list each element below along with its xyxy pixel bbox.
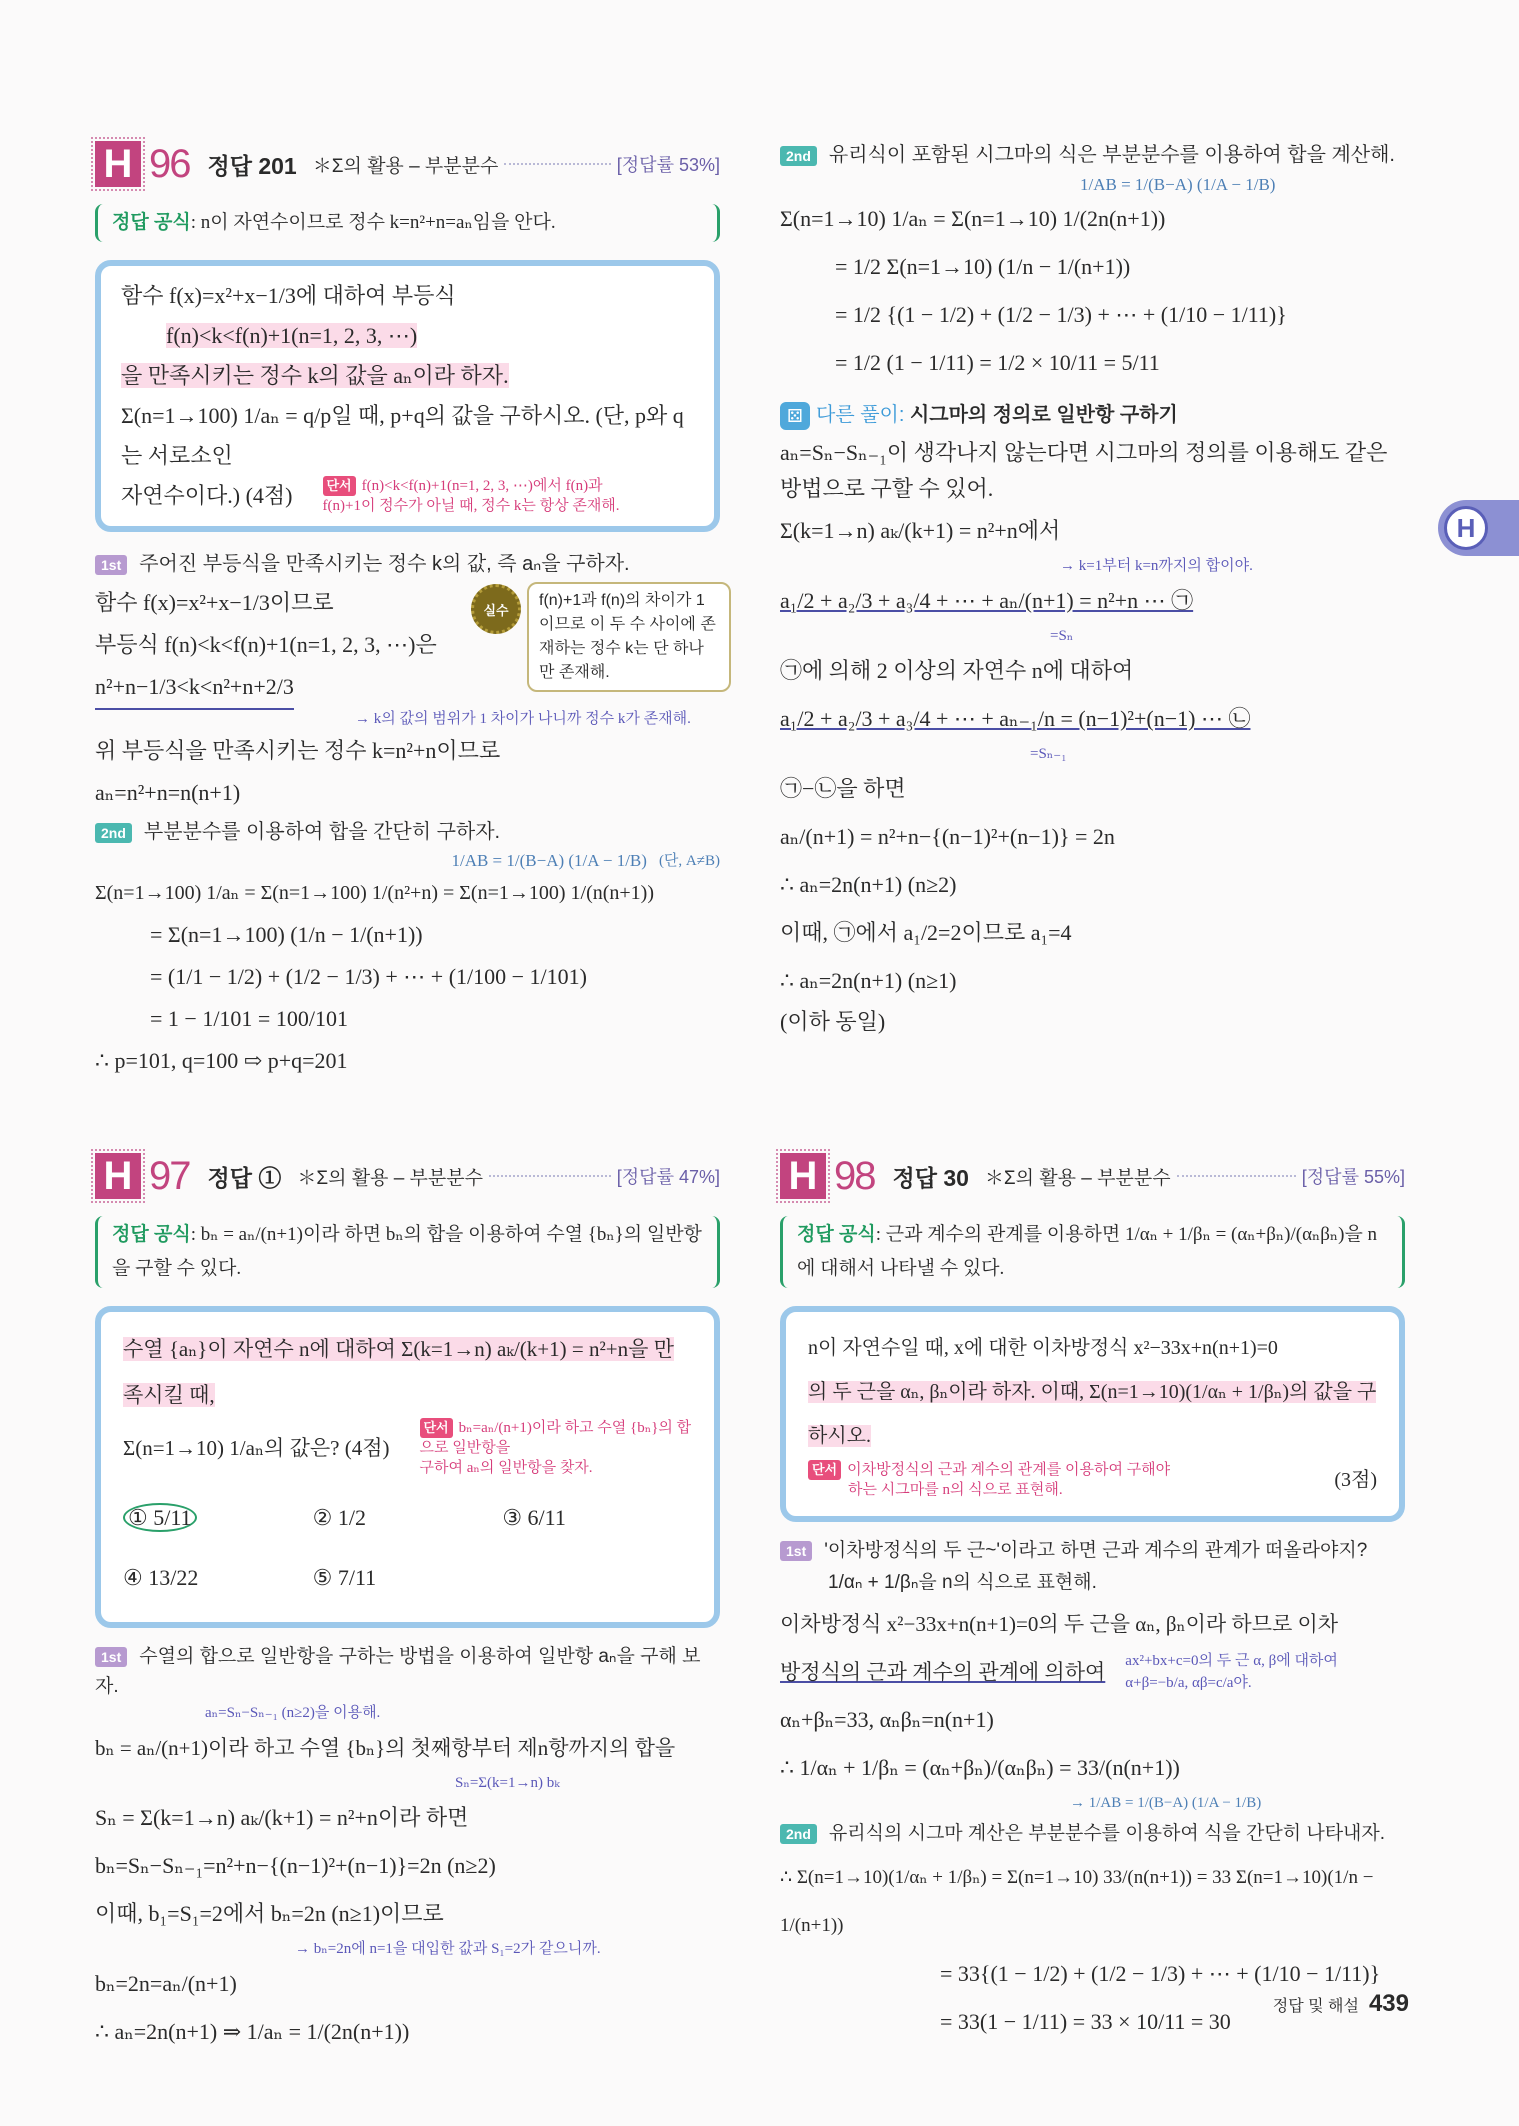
partial-fraction-note: → 1/AB = 1/(B−A) (1/A − 1/B) bbox=[1070, 1795, 1262, 1811]
solution-line: αₙ+βₙ=33, αₙβₙ=n(n+1) bbox=[780, 1707, 994, 1732]
step-text: 수열의 합으로 일반항을 구하는 방법을 이용하여 일반항 aₙ을 구해 보자. bbox=[95, 1646, 701, 1697]
topic: ＊Σ의 활용 – 부분분수 bbox=[312, 155, 499, 177]
solution-line: ∴ Σ(n=1→10)(1/αₙ + 1/βₙ) = Σ(n=1→10) 33/(n(n+1)) = 33 Σ(n=1→10)(1/n − 1/(n+1)) bbox=[780, 1867, 1374, 1936]
formula-note bbox=[95, 1216, 720, 1288]
solution-line: 이때, b₁=S₁=2에서 bₙ=2n (n≥1)이므로 bbox=[95, 1901, 444, 1926]
formula-note bbox=[780, 1216, 1405, 1288]
h-level-badge: H bbox=[95, 1153, 141, 1199]
solution-line: = (1/1 − 1/2) + (1/2 − 1/3) + ⋯ + (1/100 − 1/101) bbox=[150, 964, 587, 989]
question-line: Σ(n=1→100) 1/aₙ = q/p일 때, p+q의 값을 구하시오. (단, p와 q는 서로소인 bbox=[121, 403, 684, 468]
solution-line: 이차방정식 x²−33x+n(n+1)=0의 두 근을 αₙ, βₙ이라 하므로 이차 bbox=[780, 1612, 1339, 1636]
h-level-badge: H bbox=[780, 1153, 826, 1199]
solution-line: Σ(n=1→100) 1/aₙ = Σ(n=1→100) 1/(n²+n) = Σ(n=1→100) 1/(n(n+1)) bbox=[95, 882, 654, 904]
solution-line: ∴ 1/αₙ + 1/βₙ = (αₙ+βₙ)/(αₙβₙ) = 33/(n(n+1)) bbox=[780, 1755, 1180, 1780]
solution-line: 함수 f(x)=x²+x−1/3이므로 bbox=[95, 590, 334, 615]
solution-line: a₁/2 + a₂/3 + a₃/4 + ⋯ + aₙ/(n+1) = n²+n ⋯ ㉠ bbox=[780, 588, 1194, 613]
page-footer bbox=[1273, 1990, 1409, 2018]
alt-intro: 방법으로 구할 수 있어. bbox=[780, 476, 994, 501]
solution-line: bₙ=2n=aₙ/(n+1) bbox=[95, 1971, 237, 1996]
step-text: '이차방정식의 두 근~'이라고 하면 근과 계수의 관계가 떠올라야지? bbox=[824, 1540, 1368, 1561]
hint-text: 구하여 aₙ의 일반항을 찾자. bbox=[419, 1460, 593, 1476]
hint-text: 하는 시그마를 n의 식으로 표현해. bbox=[848, 1482, 1063, 1498]
step-badge: 2nd bbox=[780, 146, 817, 166]
side-note: aₙ=Sₙ−Sₙ₋₁ (n≥2)을 이용해. bbox=[205, 1705, 381, 1721]
solution-line: ㉠에 의해 2 이상의 자연수 n에 대하여 bbox=[780, 658, 1134, 683]
side-note: → k의 값의 범위가 1 차이가 나니까 정수 k가 존재해. bbox=[355, 711, 691, 727]
solution-line: aₙ/(n+1) = n²+n−{(n−1)²+(n−1)} = 2n bbox=[780, 824, 1115, 849]
answer: 정답 30 bbox=[892, 1164, 969, 1191]
chapter-letter: H bbox=[1444, 506, 1488, 550]
solution-line: 이때, ㉠에서 a₁/2=2이므로 a₁=4 bbox=[780, 920, 1072, 945]
question-box bbox=[95, 260, 720, 532]
step-badge: 1st bbox=[95, 555, 127, 575]
step-1 bbox=[95, 1642, 720, 1702]
side-note: =Sₙ bbox=[1050, 628, 1074, 644]
chapter-side-tab[interactable] bbox=[1438, 500, 1519, 556]
solution-line: = 1 − 1/101 = 100/101 bbox=[150, 1006, 348, 1031]
hint bbox=[323, 476, 620, 516]
problem-number: 97 bbox=[149, 1153, 190, 1198]
choice-label: ④ 13/22 bbox=[123, 1565, 199, 1590]
question-line: 의 두 근을 αₙ, βₙ이라 하자. 이때, Σ(n=1→10)(1/αₙ + 1/βₙ)의 값을 구하시오. bbox=[808, 1381, 1377, 1447]
answer-choices bbox=[123, 1488, 692, 1608]
correct-rate: [정답률 47%] bbox=[616, 1167, 720, 1187]
solution-line: ㉠−㉡을 하면 bbox=[780, 776, 906, 801]
choice-2[interactable] bbox=[313, 1488, 503, 1548]
solution-line: = 1/2 {(1 − 1/2) + (1/2 − 1/3) + ⋯ + (1/10 − 1/11)} bbox=[835, 302, 1287, 327]
correct-rate: [정답률 55%] bbox=[1301, 1167, 1405, 1187]
question-line: 을 만족시키는 정수 k의 값을 aₙ이라 하자. bbox=[121, 363, 509, 388]
step-badge: 2nd bbox=[95, 823, 132, 843]
conclusion: = 33(1 − 1/11) = 33 × 10/11 = 30 bbox=[940, 2009, 1231, 2034]
side-note: ax²+bx+c=0의 두 근 α, β에 대하여 bbox=[1125, 1653, 1338, 1669]
footer-section: 정답 및 해설 bbox=[1272, 1998, 1359, 2015]
step-text: 유리식이 포함된 시그마의 식은 부분분수를 이용하여 합을 계산해. bbox=[828, 144, 1395, 166]
formula-label: 정답 공식 bbox=[112, 1224, 191, 1245]
step-text: 주어진 부등식을 만족시키는 정수 k의 값, 즉 aₙ을 구하자. bbox=[139, 553, 630, 575]
side-note: → k=1부터 k=n까지의 합이야. bbox=[1060, 558, 1253, 574]
conclusion: ∴ p=101, q=100 ⇨ p+q=201 bbox=[95, 1048, 348, 1073]
mistake-callout: f(n)+1과 f(n)의 차이가 1이므로 이 두 수 사이에 존재하는 정수 k는 단 하나만 존재해. bbox=[527, 582, 731, 692]
partial-fraction-notes bbox=[95, 850, 720, 872]
step-1 bbox=[780, 1536, 1405, 1566]
choice-4[interactable] bbox=[123, 1548, 313, 1608]
formula-text: : n이 자연수이므로 정수 k=n²+n=aₙ임을 안다. bbox=[190, 212, 556, 233]
alt-intro: aₙ=Sₙ−Sₙ₋₁이 생각나지 않는다면 시그마의 정의를 이용해도 같은 bbox=[780, 440, 1388, 465]
topic: ＊Σ의 활용 – 부분분수 bbox=[297, 1167, 483, 1189]
choice-3[interactable] bbox=[502, 1488, 692, 1548]
solution-line: 위 부등식을 만족시키는 정수 k=n²+n이므로 bbox=[95, 738, 501, 763]
side-note: → bₙ=2n에 n=1을 대입한 값과 S₁=2가 같으니까. bbox=[295, 1941, 601, 1957]
problem-header bbox=[780, 1150, 1405, 1202]
hint-text: f(n)<k<f(n)+1(n=1, 2, 3, ⋯)에서 f(n)과 bbox=[361, 478, 603, 494]
conclusion: ∴ aₙ=2n(n+1) ⇒ 1/aₙ = 1/(2n(n+1)) bbox=[95, 2019, 410, 2044]
solution-line: = 33{(1 − 1/2) + (1/2 − 1/3) + ⋯ + (1/10 − 1/11)} bbox=[940, 1961, 1381, 1986]
condition-note: (단, A≠B) bbox=[658, 853, 720, 869]
solution-line: Sₙ = Σ(k=1→n) aₖ/(k+1) = n²+n이라 하면 bbox=[95, 1805, 469, 1830]
question-box bbox=[780, 1306, 1405, 1522]
question-line: 자연수이다.) (4점) bbox=[121, 483, 293, 508]
partial-fraction-note: 1/AB = 1/(B−A) (1/A − 1/B) bbox=[1080, 175, 1276, 194]
hint bbox=[808, 1460, 1170, 1500]
answer: 정답 ① bbox=[207, 1164, 282, 1191]
solution-line: 부등식 f(n)<k<f(n)+1(n=1, 2, 3, ⋯)은 bbox=[95, 632, 437, 657]
problem-number: 98 bbox=[834, 1153, 875, 1198]
solution-line: Σ(k=1→n) aₖ/(k+1) = n²+n에서 bbox=[780, 518, 1061, 543]
solution-line: ∴ aₙ=2n(n+1) (n≥1) bbox=[780, 968, 957, 993]
problem-header bbox=[95, 138, 720, 190]
partial-fraction-note: 1/AB = 1/(B−A) (1/A − 1/B) bbox=[451, 851, 647, 870]
step-2 bbox=[780, 1814, 1405, 1854]
choice-1[interactable] bbox=[123, 1488, 313, 1548]
problem-number: 96 bbox=[149, 141, 190, 186]
answer: 정답 201 bbox=[207, 152, 297, 179]
hint bbox=[420, 1418, 693, 1478]
solution-line: = Σ(n=1→100) (1/n − 1/(n+1)) bbox=[150, 922, 423, 947]
hint-tag: 단서 bbox=[420, 1418, 453, 1438]
leader-dots bbox=[504, 163, 610, 165]
choice-label: ⑤ 7/11 bbox=[312, 1565, 377, 1590]
step-badge: 1st bbox=[95, 1647, 127, 1667]
step-text: 부분분수를 이용하여 합을 간단히 구하자. bbox=[143, 821, 501, 843]
alt-title: 시그마의 정의로 일반항 구하기 bbox=[909, 404, 1178, 426]
alternative-solution-header bbox=[780, 395, 1405, 435]
solution-line: bₙ=Sₙ−Sₙ₋₁=n²+n−{(n−1)²+(n−1)}=2n (n≥2) bbox=[95, 1853, 496, 1878]
solution-line: ∴ aₙ=2n(n+1) (n≥2) bbox=[780, 872, 957, 897]
question-line: 함수 f(x)=x²+x−1/3에 대하여 부등식 bbox=[121, 283, 456, 308]
solution-line: aₙ=n²+n=n(n+1) bbox=[95, 780, 241, 805]
solution-line: Σ(n=1→10) 1/aₙ = Σ(n=1→10) 1/(2n(n+1)) bbox=[780, 206, 1166, 231]
solution-line: = 1/2 (1 − 1/11) = 1/2 × 10/11 = 5/11 bbox=[835, 350, 1160, 375]
formula-label: 정답 공식 bbox=[112, 212, 191, 233]
step-1-sub: 1/αₙ + 1/βₙ을 n의 식으로 표현해. bbox=[828, 1572, 1097, 1593]
step-1 bbox=[95, 546, 720, 582]
mistake-badge: 실수 bbox=[471, 584, 521, 634]
choice-label: ② 1/2 bbox=[312, 1505, 366, 1530]
solution-line: bₙ = aₙ/(n+1)이라 하고 수열 {bₙ}의 첫째항부터 제n항까지의 합을 bbox=[95, 1736, 676, 1760]
step-1-body bbox=[95, 582, 720, 814]
choice-label: ① 5/11 bbox=[123, 1503, 197, 1532]
step-badge: 1st bbox=[780, 1541, 812, 1561]
alt-label: 다른 풀이: bbox=[816, 404, 905, 426]
solution-line: a₁/2 + a₂/3 + a₃/4 + ⋯ + aₙ₋₁/n = (n−1)²+(n−1) ⋯ ㉡ bbox=[780, 706, 1251, 731]
h-level-badge: H bbox=[95, 141, 141, 187]
step-badge: 2nd bbox=[780, 1824, 817, 1844]
solution-line: = 1/2 Σ(n=1→10) (1/n − 1/(n+1)) bbox=[835, 254, 1131, 279]
problem-97 bbox=[95, 1150, 720, 2056]
step-2 bbox=[780, 135, 1405, 175]
question-line: n이 자연수일 때, x에 대한 이차방정식 x²−33x+n(n+1)=0 bbox=[808, 1337, 1278, 1359]
dice-icon: ⚄ bbox=[780, 402, 810, 430]
leader-dots bbox=[489, 1175, 611, 1177]
page-number: 439 bbox=[1368, 1990, 1409, 2017]
formula-text: : bₙ = aₙ/(n+1)이라 하면 bₙ의 합을 이용하여 수열 {bₙ}의 일반항을 구할 수 있다. bbox=[112, 1224, 702, 1279]
problem-header bbox=[95, 1150, 720, 1202]
hint-text: f(n)+1이 정수가 아닐 때, 정수 k는 항상 존재해. bbox=[322, 498, 620, 514]
step-text: 유리식의 시그마 계산은 부분분수를 이용하여 식을 간단히 나타내자. bbox=[828, 1823, 1386, 1844]
side-note: Sₙ=Σ(k=1→n) bₖ bbox=[455, 1775, 560, 1791]
side-note: α+β=−b/a, αβ=c/a야. bbox=[1125, 1675, 1252, 1691]
problem-96 bbox=[95, 138, 720, 1082]
points: (3점) bbox=[1334, 1469, 1377, 1491]
correct-rate: [정답률 53%] bbox=[616, 155, 720, 175]
topic: ＊Σ의 활용 – 부분분수 bbox=[984, 1167, 1171, 1189]
hint-tag: 단서 bbox=[808, 1460, 841, 1480]
question-line: Σ(n=1→10) 1/aₙ의 값은? (4점) bbox=[123, 1436, 390, 1460]
side-note: =Sₙ₋₁ bbox=[1030, 746, 1067, 762]
question-box bbox=[95, 1306, 720, 1628]
previous-solution bbox=[780, 135, 1405, 1039]
hint-tag: 단서 bbox=[323, 476, 356, 496]
question-line: f(n)<k<f(n)+1(n=1, 2, 3, ⋯) bbox=[166, 323, 418, 348]
problem-98 bbox=[780, 1150, 1405, 2046]
solution-line: n²+n−1/3<k<n²+n+2/3 bbox=[95, 666, 294, 710]
step-2 bbox=[95, 814, 720, 850]
question-line: 수열 {aₙ}이 자연수 n에 대하여 Σ(k=1→n) aₖ/(k+1) = n²+n을 만족시킬 때, bbox=[123, 1337, 674, 1407]
leader-dots bbox=[1177, 1175, 1296, 1177]
formula-text: : 근과 계수의 관계를 이용하면 1/αₙ + 1/βₙ = (αₙ+βₙ)/(αₙβₙ)을 n에 대해서 나타낼 수 있다. bbox=[797, 1224, 1378, 1279]
choice-5[interactable] bbox=[313, 1548, 503, 1608]
formula-label: 정답 공식 bbox=[797, 1224, 876, 1245]
solution-line: 방정식의 근과 계수의 관계에 의하여 bbox=[780, 1660, 1106, 1684]
hint-text: 이차방정식의 근과 계수의 관계를 이용하여 구해야 bbox=[847, 1462, 1171, 1478]
formula-note bbox=[95, 204, 720, 242]
hint-text: bₙ=aₙ/(n+1)이라 하고 수열 {bₙ}의 합으로 일반항을 bbox=[419, 1420, 692, 1456]
solution-line: (이하 동일) bbox=[780, 1009, 886, 1034]
choice-label: ③ 6/11 bbox=[502, 1505, 566, 1530]
